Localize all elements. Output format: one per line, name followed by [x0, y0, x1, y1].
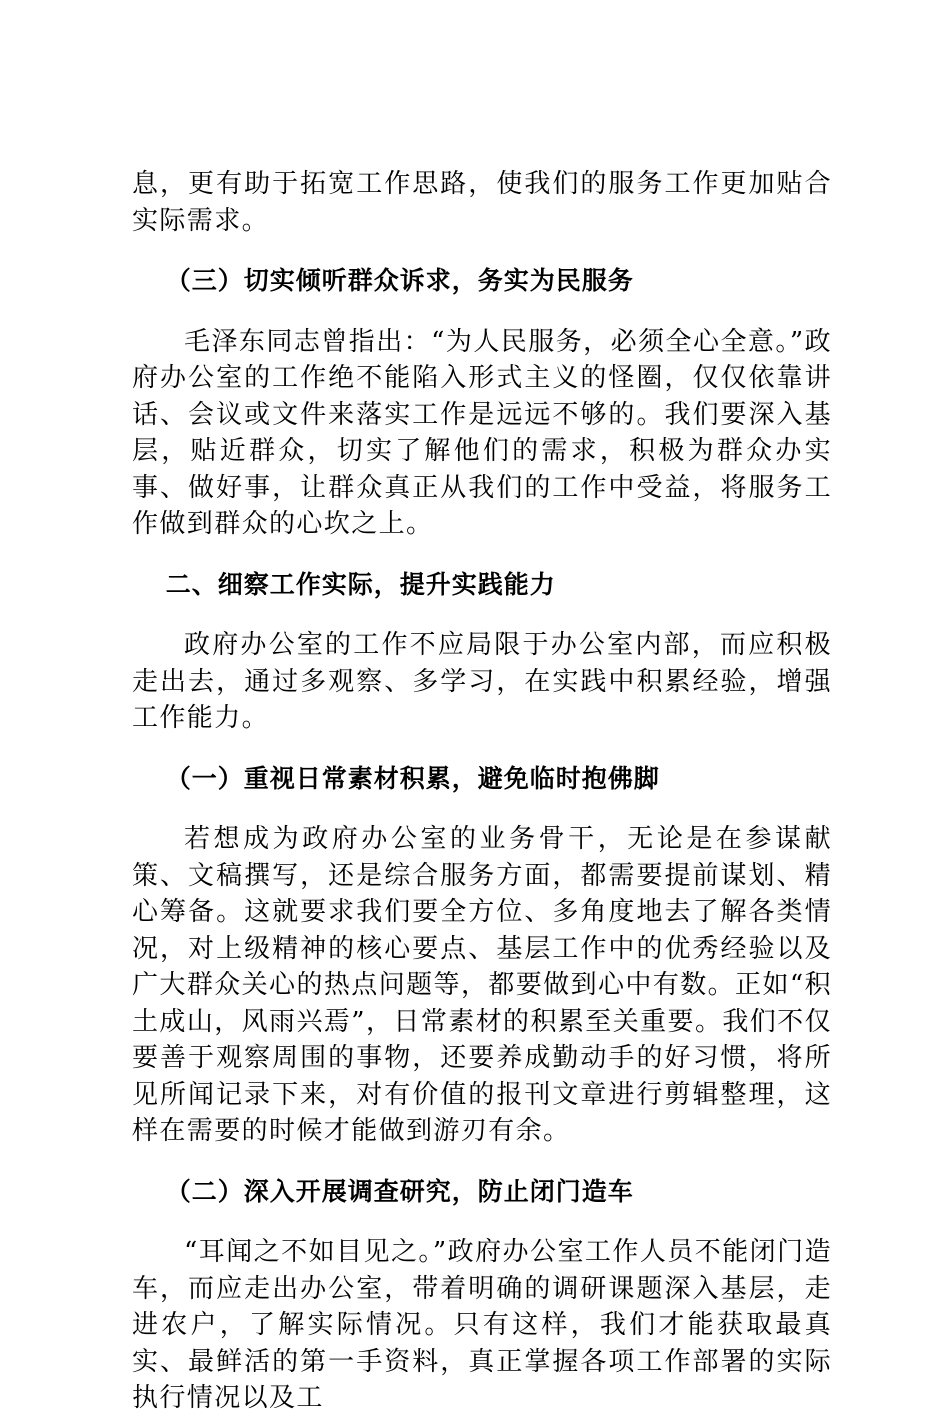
section-heading-2: （二）深入开展调查研究，防止闭门造车	[165, 1176, 634, 1206]
paragraph: 毛泽东同志曾指出：“为人民服务，必须全心全意。”政府办公室的工作绝不能陷入形式主义的怪圈，仅仅依靠讲话、会议或文件来落实工作是远远不够的。我们要深入基层，贴近群众，切实了解他们的需求，积极为群众办实事、做好事，让群众真正从我们的工作中受益，将服务工作做到群众的心坎之上。	[132, 326, 832, 539]
section-heading-3: （三）切实倾听群众诉求，务实为民服务	[165, 266, 634, 295]
chapter-heading-2: 二、细察工作实际，提升实践能力	[165, 569, 556, 599]
document-body	[132, 166, 832, 1417]
section-heading-1: （一）重视日常素材积累，避免临时抱佛脚	[165, 763, 660, 793]
paragraph: “耳闻之不如目见之。”政府办公室工作人员不能闭门造车，而应走出办公室，带着明确的调研课题深入基层，走进农户，了解实际情况。只有这样，我们才能获取最真实、最鲜活的第一手资料，真正掌握各项工作部署的实际执行情况以及工	[132, 1237, 832, 1413]
paragraph: 若想成为政府办公室的业务骨干，无论是在参谋献策、文稿撰写，还是综合服务方面，都需要提前谋划、精心筹备。这就要求我们要全方位、多角度地去了解各类情况，对上级精神的核心要点、基层工作中的优秀经验以及广大群众关心的热点问题等，都要做到心中有数。正如“积土成山，风雨兴焉”，日常素材的积累至关重要。我们不仅要善于观察周围的事物，还要养成勤动手的好习惯，将所见所闻记录下来，对有价值的报刊文章进行剪辑整理，这样在需要的时候才能做到游刃有余。	[132, 824, 832, 1146]
paragraph-continuation: 息，更有助于拓宽工作思路，使我们的服务工作更加贴合实际需求。	[132, 169, 832, 236]
paragraph: 政府办公室的工作不应局限于办公室内部，而应积极走出去，通过多观察、多学习，在实践中积累经验，增强工作能力。	[132, 630, 832, 733]
